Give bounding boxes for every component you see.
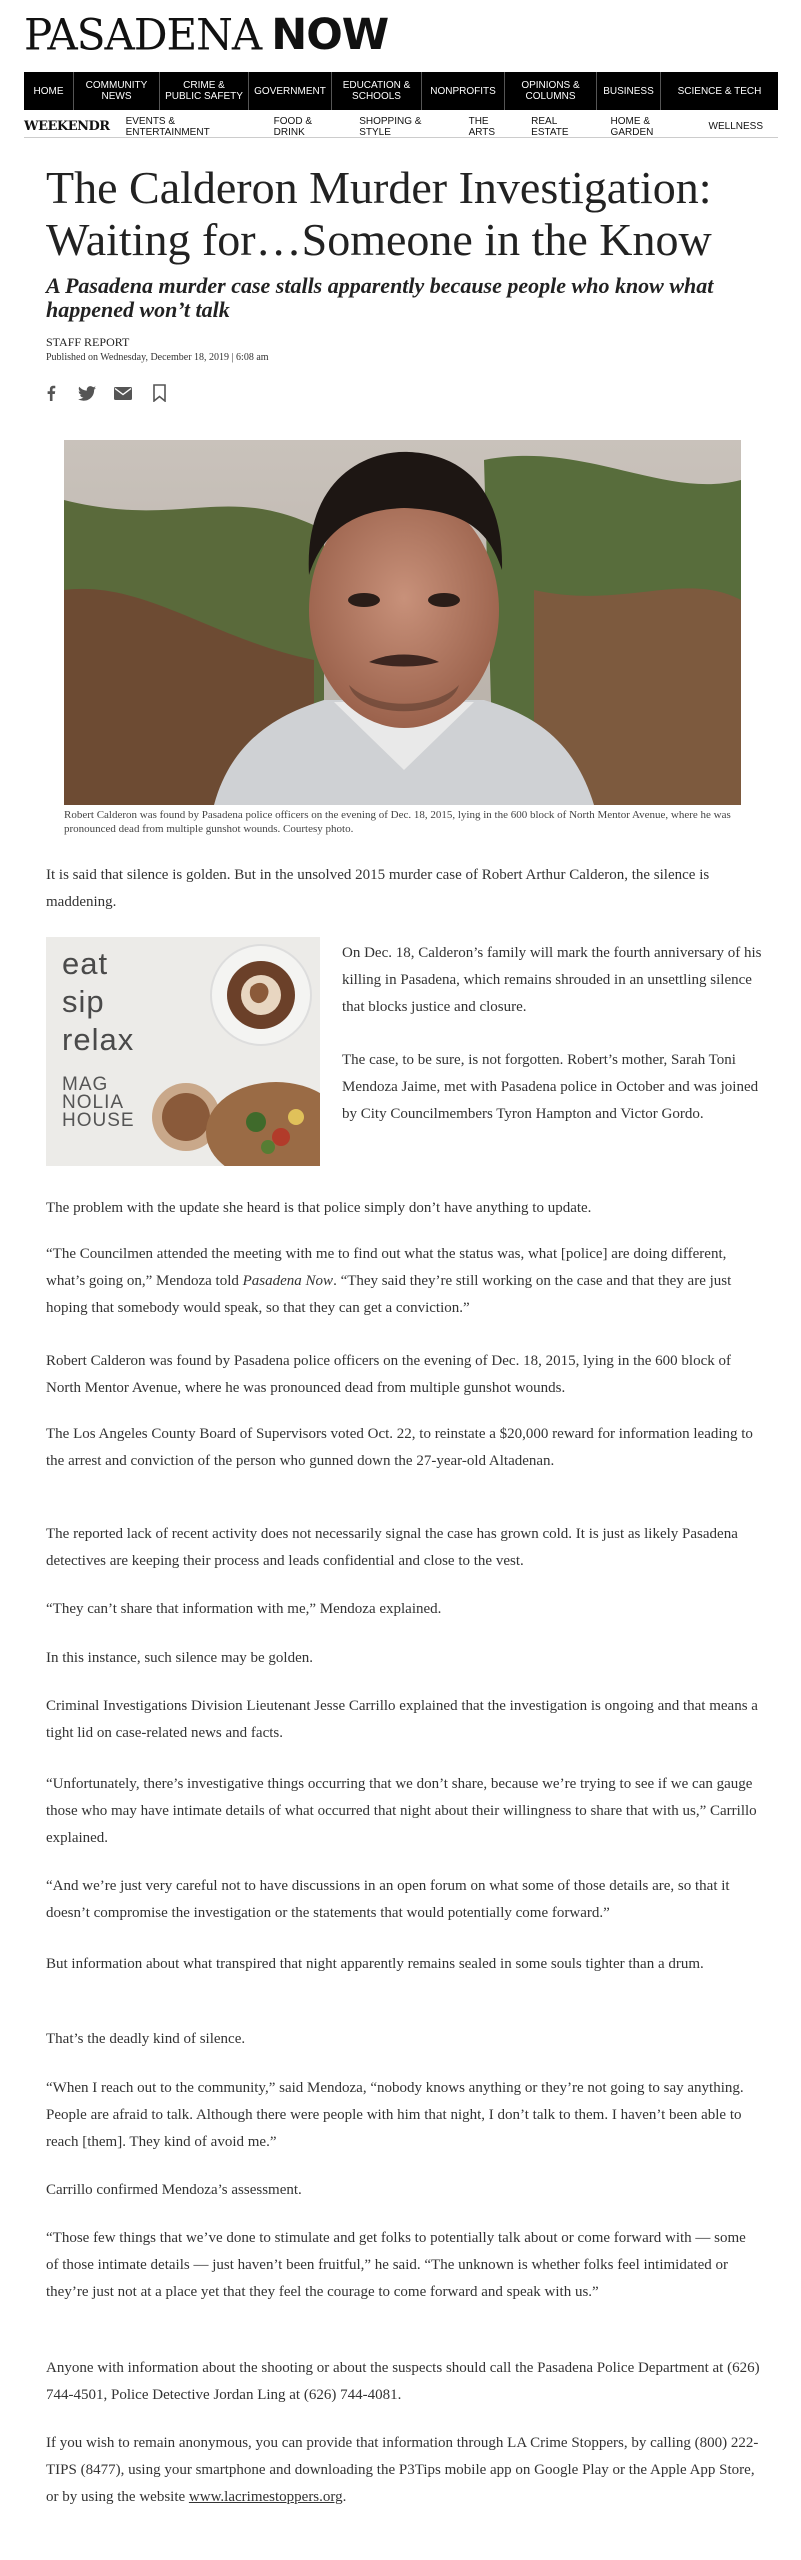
- email-icon[interactable]: [114, 384, 132, 402]
- facebook-icon[interactable]: [42, 384, 60, 402]
- article-subtitle: A Pasadena murder case stalls apparently because people who know what happened won’t talk: [46, 273, 714, 322]
- paragraph-20: [46, 2430, 762, 2511]
- paragraph-17: Carrillo confirmed Mendoza’s assessment.: [46, 2182, 302, 2198]
- paragraph-15: That’s the deadly kind of silence.: [46, 2031, 246, 2047]
- article-author: STAFF REPORT: [46, 335, 130, 349]
- paragraph-13: “And we’re just very careful not to have discussions in an open forum on what some of those details are, so that it doesn’t compromise the investigation or the statements that would potentially come forward.”: [46, 1878, 730, 1921]
- paragraph-11: Criminal Investigations Division Lieutenant Jesse Carrillo explained that the investigation is ongoing and that means a tight lid on case-related news and facts.: [46, 1698, 758, 1741]
- logo-text-now: NOW: [271, 10, 389, 60]
- paragraph-8: The reported lack of recent activity does not necessarily signal the case has grown cold. It is just as likely Pasadena detectives are keeping their process and leads confidential and close to the vest.: [46, 1526, 738, 1569]
- ad-brand-logo: [62, 1076, 135, 1130]
- bookmark-icon[interactable]: [150, 384, 168, 402]
- paragraph-16: “When I reach out to the community,” said Mendoza, “nobody knows anything or they’re not going to say anything. People are afraid to talk. Although there were people with him that night, I don’t talk to them. I haven’t been able to reach [them]. They kind of avoid me.”: [46, 2080, 744, 2150]
- nav-wellness[interactable]: WELLNESS: [708, 121, 764, 132]
- paragraph-1: It is said that silence is golden. But in the unsolved 2015 murder case of Robert Arthur Calderon, the silence is maddening.: [46, 867, 710, 910]
- paragraph-18: “Those few things that we’ve done to stimulate and get folks to potentially talk about or come forward with — some of those intimate details — just haven’t been fruitful,” he said. “The unknown is whether folks feel intimidated or they’re just not at a place yet that they feel the courage to come forward and speak with us.”: [46, 2230, 746, 2300]
- paragraph-7: The Los Angeles County Board of Supervisors voted Oct. 22, to reinstate a $20,000 reward for information leading to the arrest and conviction of the person who gunned down the 27-year-old Altadenan.: [46, 1426, 753, 1469]
- nav-education-schools[interactable]: EDUCATION & SCHOOLS: [332, 72, 422, 110]
- nav-crime-public-safety[interactable]: CRIME & PUBLIC SAFETY: [160, 72, 249, 110]
- paragraph-20-text-b: .: [342, 2489, 347, 2505]
- paragraph-14: But information about what transpired that night apparently remains sealed in some souls tighter than a drum.: [46, 1956, 704, 1972]
- nav-events-entertainment[interactable]: EVENTS & ENTERTAINMENT: [125, 115, 210, 138]
- article-publish-date: Published on Wednesday, December 18, 2019 | 6:08 am: [46, 352, 269, 363]
- weekendr-logo[interactable]: WEEKENDR: [24, 119, 110, 134]
- ad-line-relax: relax: [62, 1022, 135, 1057]
- share-bar: [42, 384, 168, 402]
- nav-business[interactable]: BUSINESS: [597, 72, 661, 110]
- paragraph-3: The case, to be sure, is not forgotten. Robert’s mother, Sarah Toni Mendoza Jaime, met with Pasadena police in October and was joined by City Councilmembers Tyron Hampton and Victor Gordo.: [342, 1052, 759, 1122]
- paragraph-5-text-a: “The Councilmen attended the meeting with me to find out what the status was, what [police] are doing different, what’s going on,” Mendoza told: [46, 1246, 727, 1289]
- ad-line-eat: eat: [62, 946, 109, 981]
- nav-shopping-style[interactable]: SHOPPING & STYLE: [359, 115, 422, 138]
- article-title: The Calderon Murder Investigation: Waiting for…Someone in the Know: [46, 162, 712, 265]
- ad-brand-line-2: NOLIA: [62, 1092, 125, 1113]
- ad-tagline: [62, 945, 134, 1059]
- twitter-icon[interactable]: [78, 384, 96, 402]
- nav-government[interactable]: GOVERNMENT: [249, 72, 332, 110]
- crime-stoppers-link[interactable]: www.lacrimestoppers.org: [188, 2489, 343, 2505]
- nav-real-estate[interactable]: REAL ESTATE: [531, 115, 569, 138]
- ad-brand-line-3: HOUSE: [62, 1110, 135, 1131]
- nav-the-arts[interactable]: THE ARTS: [468, 115, 496, 138]
- secondary-nav: [24, 116, 778, 138]
- ad-brand-line-1: MAG: [62, 1074, 109, 1095]
- paragraph-5: [46, 1241, 762, 1322]
- publication-name: Pasadena Now: [242, 1273, 334, 1289]
- paragraph-4: The problem with the update she heard is that police simply don’t have anything to update.: [46, 1200, 592, 1216]
- nav-opinions-columns[interactable]: OPINIONS & COLUMNS: [505, 72, 597, 110]
- logo-text-pasadena: PASADENA: [24, 9, 262, 60]
- paragraph-12: “Unfortunately, there’s investigative things occurring that we don’t share, because we’re trying to see if we can gauge those who may have intimate details of what occurred that night about their willingness to share that with us,” Carrillo explained.: [46, 1776, 757, 1846]
- paragraph-5-text-b: . “They said they’re still working on the case and that they are just hoping that somebody would speak, so that they can get a conviction.”: [46, 1273, 732, 1316]
- nav-home[interactable]: HOME: [24, 72, 74, 110]
- nav-community-news[interactable]: COMMUNITY NEWS: [74, 72, 160, 110]
- ad-line-sip: sip: [62, 984, 105, 1019]
- paragraph-10: In this instance, such silence may be golden.: [46, 1650, 314, 1666]
- site-logo[interactable]: [24, 10, 388, 60]
- paragraph-20-text-a: If you wish to remain anonymous, you can provide that information through LA Crime Stoppers, by calling (800) 222-TIPS (8477), using your smartphone and downloading the P3Tips mobile app on Google Play or the Apple App Store, or by using the website: [46, 2435, 759, 2505]
- paragraph-9: “They can’t share that information with me,” Mendoza explained.: [46, 1601, 442, 1617]
- nav-science-tech[interactable]: SCIENCE & TECH: [677, 85, 762, 97]
- hero-caption: Robert Calderon was found by Pasadena police officers on the evening of Dec. 18, 2015, lying in the 600 block of North Mentor Avenue, where he was pronounced dead from multiple gunshot wounds. Courtesy photo.: [64, 809, 731, 835]
- nav-food-drink[interactable]: FOOD & DRINK: [273, 115, 313, 138]
- paragraph-6: Robert Calderon was found by Pasadena police officers on the evening of Dec. 18, 2015, lying in the 600 block of North Mentor Avenue, where he was pronounced dead from multiple gunshot wounds.: [46, 1353, 731, 1396]
- primary-nav: [24, 72, 778, 110]
- paragraph-2: On Dec. 18, Calderon’s family will mark the fourth anniversary of his killing in Pasadena, which remains shrouded in an unsettling silence that blocks justice and closure.: [342, 945, 762, 1015]
- hero-photo: [64, 440, 741, 805]
- paragraph-19: Anyone with information about the shooting or about the suspects should call the Pasadena Police Department at (626) 744-4501, Police Detective Jordan Ling at (626) 744-4081.: [46, 2360, 760, 2403]
- nav-home-garden[interactable]: HOME & GARDEN: [610, 115, 654, 138]
- advertisement-magnolia-house[interactable]: [46, 937, 320, 1166]
- nav-nonprofits[interactable]: NONPROFITS: [422, 72, 505, 110]
